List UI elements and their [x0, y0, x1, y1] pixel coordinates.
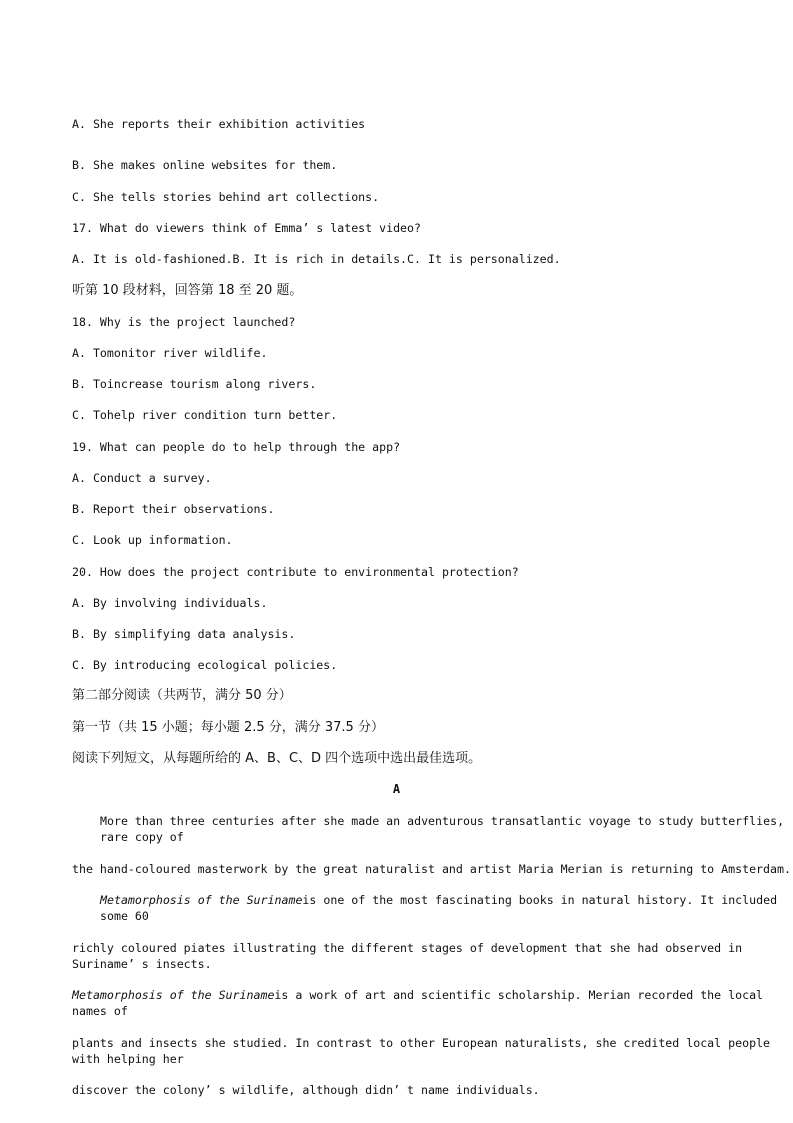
section10-instruction: 听第 10 段材料，回答第 18 至 20 题。	[72, 283, 303, 298]
q18-option-a: A. Tomonitor river wildlife.	[72, 346, 268, 360]
passage-p1-line2: the hand-coloured masterwork by the great naturalist and artist Maria Merian is returning to Amsterdam.	[72, 862, 791, 876]
passage-p1-line1: More than three centuries after she made an adventurous transatlantic voyage to study butterflies, rare copy of	[100, 814, 785, 844]
q17-question: 17. What do viewers think of Emma’ s latest video?	[72, 221, 422, 235]
q20-question: 20. How does the project contribute to environmental protection?	[72, 565, 519, 579]
passage-p3-text: is a work of art and scientific scholarship. Merian recorded the local names of	[72, 988, 764, 1018]
passage-p3-line3: discover the colony’ s wildlife, although didn’ t name individuals.	[72, 1083, 540, 1097]
q16-option-c: C. She tells stories behind art collections.	[72, 190, 380, 204]
part2-heading: 第二部分阅读（共两节，满分 50 分）	[72, 688, 292, 703]
passage-p3-line2: plants and insects she studied. In contrast to other European naturalists, she credited local people with helping her	[72, 1036, 771, 1066]
q18-question: 18. Why is the project launched?	[72, 315, 296, 329]
reading-instruction: 阅读下列短文，从每题所给的 A、B、C、D 四个选项中选出最佳选项。	[72, 751, 482, 766]
q19-option-c: C. Look up information.	[72, 533, 233, 547]
q19-option-b: B. Report their observations.	[72, 502, 275, 516]
q18-option-b: B. Toincrease tourism along rivers.	[72, 377, 317, 391]
q16-option-a: A. She reports their exhibition activities	[72, 117, 366, 131]
passage-label: A	[392, 782, 401, 796]
passage-p2-text: is one of the most fascinating books in natural history. It included some 60	[100, 893, 778, 923]
q17-options: A. It is old-fashioned.B. It is rich in details.C. It is personalized.	[72, 252, 561, 266]
q20-option-b: B. By simplifying data analysis.	[72, 627, 296, 641]
passage-p2-line1	[100, 892, 790, 924]
book-title: Metamorphosis of the Suriname	[100, 893, 303, 907]
book-title: Metamorphosis of the Suriname	[72, 988, 275, 1002]
q19-question: 19. What can people do to help through the app?	[72, 440, 401, 454]
passage-p2-line2: richly coloured piates illustrating the different stages of development that she had observed in Suriname’ s insects.	[72, 941, 743, 971]
q16-option-b: B. She makes online websites for them.	[72, 158, 338, 172]
passage-p3-line1	[72, 987, 787, 1019]
section1-heading: 第一节（共 15 小题；每小题 2.5 分，满分 37.5 分）	[72, 720, 384, 735]
q20-option-a: A. By involving individuals.	[72, 596, 268, 610]
q18-option-c: C. Tohelp river condition turn better.	[72, 408, 338, 422]
q19-option-a: A. Conduct a survey.	[72, 471, 212, 485]
q20-option-c: C. By introducing ecological policies.	[72, 658, 338, 672]
